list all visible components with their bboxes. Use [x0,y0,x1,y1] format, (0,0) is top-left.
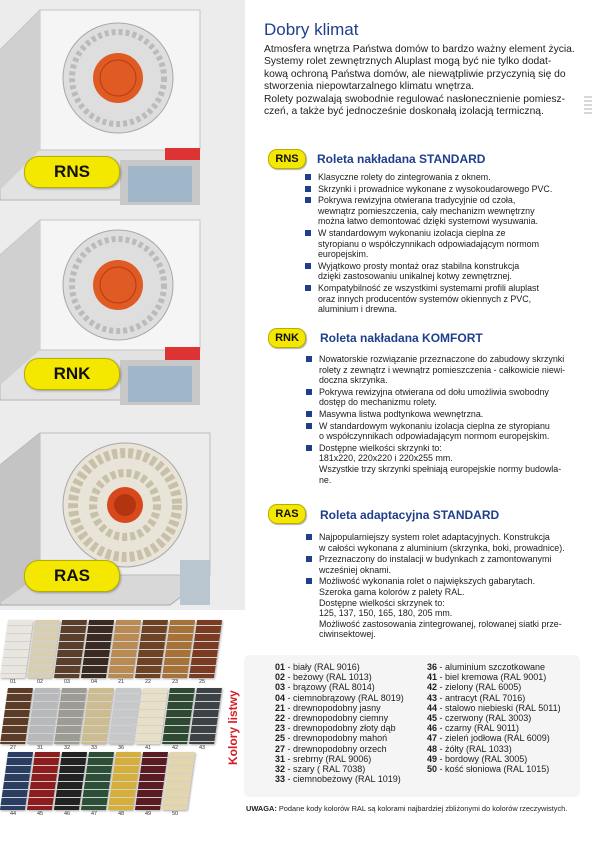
color-list-item: 31 - srebrny (RAL 9006) [275,753,372,764]
list-item: Wyjątkowo prosty montaż oraz stabilna konstrukcja dzięki zastosowaniu unikalnej kotwy zewnętrznej. [305,261,585,282]
list-item: Kompatybilność ze wszystkimi systemami profili aluplast oraz innych producentów systemów okiennych z PVC, aluminium i drewna. [305,283,585,315]
bullet-square-icon [305,186,311,192]
bullet-square-icon [306,534,312,540]
color-list-item: 04 - ciemnobrązowy (RAL 8019) [275,692,404,703]
colors-heading: Kolory listwy [226,690,240,765]
intro-line: czeń, a także być jednocześnie doskonałą izolacją termiczną. [264,106,544,118]
swatch-code-label: 03 [64,679,71,685]
swatch-code-label: 04 [91,679,98,685]
swatch-code-label: 22 [145,679,152,685]
swatch-code-label: 02 [37,679,44,685]
intro-line: stworzenia niepowtarzalnego klimatu wnętrza. [264,81,475,93]
color-list-item: 25 - drewnopodobny mahoń [275,733,388,744]
intro-line: Atmosfera wnętrza Państwa domów to bardzo ważny element życia. [264,44,575,55]
color-list-item: 32 - szary ( RAL 7038) [275,764,366,775]
bullet-square-icon [305,230,311,236]
list-item: W standardowym wykonaniu izolacja cieplna ze styropianu o współczynnikach odpowiadającym normom europejskim. [305,228,585,260]
color-list-col1 [275,662,404,784]
swatch-code-label: 23 [172,679,179,685]
swatch-code-label: 49 [145,811,152,817]
color-list-item: 02 - beżowy (RAL 1013) [275,672,372,683]
color-list-item: 47 - zieleń jodłowa (RAL 6009) [427,733,550,744]
color-list-item: 03 - brązowy (RAL 8014) [275,682,375,693]
color-list-item: 27 - drewnopodobny orzech [275,743,387,754]
color-list-col2 [427,662,561,774]
intro-line: Systemy rolet zewnętrznych Aluplast mogą być nie tylko dodat- [264,56,552,68]
list-item: Najpopularniejszy system rolet adaptacyjnych. Konstrukcja w całości wykonana z aluminium (skrzynka, boki, prowadnice). [306,532,591,553]
list-item: W standardowym wykonaniu izolacja cieplna ze styropianu o współczynnikach odpowiadającym normom europejskim. [306,421,591,442]
swatch-code-label: 44 [10,811,17,817]
swatch-code-label: 21 [118,679,125,685]
list-item: Możliwość wykonania rolet o największych gabarytach. Szeroka gama kolorów z palety RAL. Dostępne wielkości skrzynek to: 125, 137, 150, 165, 180, 205 mm. Możliwość zastosowania zintegrowanej, rolowanej siatki prze- ciwinsektowej. [306,576,591,640]
rnk-badge: RNK [24,358,120,390]
rnk-section-title: Roleta nakładana KOMFORT [320,331,483,345]
swatch-code-label: 42 [172,745,179,751]
bullet-square-icon [306,423,312,429]
swatch-code-label: 36 [118,745,125,751]
color-list-item: 01 - biały (RAL 9016) [275,662,360,672]
color-list-item: 23 - drewnopodobny złoty dąb [275,723,396,734]
bullet-square-icon [306,356,312,362]
footnote-label: UWAGA: [246,804,277,813]
color-list-item: 44 - stalowo niebieski (RAL 5011) [427,702,561,713]
color-list-item: 43 - antracyt (RAL 7016) [427,692,526,703]
bullet-square-icon [305,285,311,291]
bullet-square-icon [306,556,312,562]
color-list-item: 36 - aluminium szczotkowane [427,662,546,672]
swatch-code-label: 01 [10,679,17,685]
bullet-square-icon [306,578,312,584]
rnk-feature-list [306,354,591,486]
swatch-code-label: 50 [172,811,179,817]
bullet-square-icon [305,263,311,269]
bullet-square-icon [305,174,311,180]
color-list-item: 42 - zielony (RAL 6005) [427,682,522,693]
decorative-stripes [584,96,592,116]
swatch-code-label: 33 [91,745,98,751]
color-list-item: 49 - bordowy (RAL 3005) [427,753,528,764]
swatch-code-label: 32 [64,745,71,751]
color-list-item: 22 - drewnopodobny ciemny [275,713,389,724]
ras-section-title: Roleta adaptacyjna STANDARD [320,508,500,522]
color-list-item: 46 - czarny (RAL 9011) [427,723,520,734]
color-list-item: 50 - kość słoniowa (RAL 1015) [427,764,550,775]
swatch-code-label: 43 [199,745,206,751]
list-item: Pokrywa rewizyjna otwierana tradycyjnie od czoła, wewnątrz pomieszczenia, cały mechanizm wewnętrzny można łatwo demontować dzięki systemowi wysuwania. [305,195,585,227]
intro-text [264,44,584,118]
bullet-square-icon [306,389,312,395]
color-list-item: 41 - biel kremowa (RAL 9001) [427,672,547,683]
swatch-code-label: 27 [10,745,17,751]
page-title: Dobry klimat [264,20,359,39]
swatch-code-label: 25 [199,679,206,685]
color-swatch [162,752,195,810]
swatch-code-label: 41 [145,745,152,751]
ras-small-badge: RAS [268,504,306,524]
swatch-code-label: 46 [64,811,71,817]
swatch-code-label: 47 [91,811,98,817]
bullet-square-icon [306,445,312,451]
swatch-code-label: 48 [118,811,125,817]
color-list-item: 48 - żółty (RAL 1033) [427,743,512,754]
rns-section-title: Roleta nakładana STANDARD [317,152,486,166]
bullet-square-icon [306,411,312,417]
color-list-item: 33 - ciemnobeżowy (RAL 1019) [275,774,401,785]
intro-line: Rolety pozwalają swobodnie regulować nasłonecznienie pomiesz- [264,93,566,105]
color-list-item: 21 - drewnopodobny jasny [275,702,381,713]
color-swatch [189,620,222,678]
list-item: Pokrywa rewizyjna otwierana od dołu umożliwia swobodny dostęp do mechanizmu rolety. [306,387,591,408]
rns-small-badge: RNS [268,149,306,169]
list-item: Nowatorskie rozwiązanie przeznaczone do zabudowy skrzynki rolety z zewnątrz i wewnątrz pomieszczenia - całkowicie niewi- doczna skrzynka. [306,354,591,386]
intro-line: kową ochroną Państwa domów, ale niewątpliwie przyczynią się do [264,68,566,80]
footnote [246,804,567,813]
color-swatch [189,688,222,744]
bullet-square-icon [305,197,311,203]
rns-feature-list [305,172,585,316]
swatch-code-label: 45 [37,811,44,817]
list-item: Masywna listwa podtynkowa wewnętrzna. [306,409,591,420]
list-item: Dostępne wielkości skrzynki to: 181x220, 220x220 i 220x255 mm. Wszystkie trzy skrzynki spełniają europejskie normy budowla- ne. [306,443,591,485]
ras-feature-list [306,532,591,641]
footnote-text: Podane kody kolorów RAL są kolorami najbardziej zbliżonymi do kolorów rzeczywistych. [276,804,568,813]
list-item: Klasyczne rolety do zintegrowania z oknem. [305,172,585,183]
color-list-item: 45 - czerwony (RAL 3003) [427,713,532,724]
list-item: Skrzynki i prowadnice wykonane z wysokoudarowego PVC. [305,184,585,195]
ras-badge: RAS [24,560,120,592]
rns-badge: RNS [24,156,120,188]
swatch-code-label: 31 [37,745,44,751]
list-item: Przeznaczony do instalacji w budynkach z zamontowanymi wcześniej oknami. [306,554,591,575]
rnk-small-badge: RNK [268,328,306,348]
